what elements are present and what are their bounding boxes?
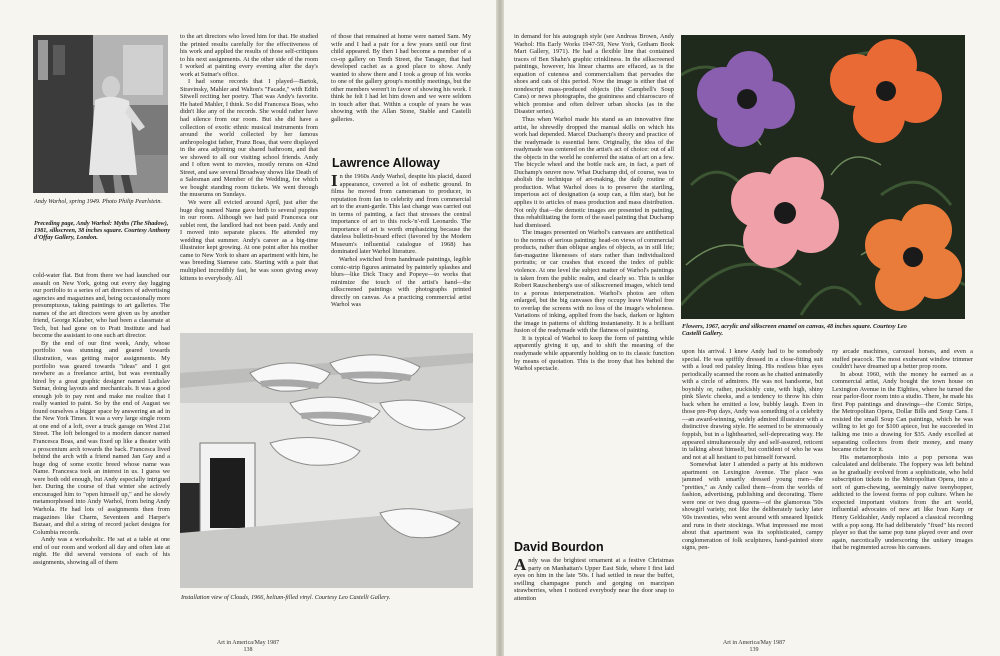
- flowers-caption: Flowers, 1967, acrylic and silkscreen enamel on canvas, 48 inches square. Courtesy Leo Castelli Gallery.: [682, 323, 907, 338]
- folio-right-title: Art in America/May 1987: [722, 640, 786, 646]
- clouds-caption: Installation view of Clouds, 1966, helium-filled vinyl. Courtesy Leo Castelli Gallery.: [181, 594, 391, 601]
- paragraph-text: n the 1960s Andy Warhol, despite his placid, dazed appearance, covered a lot of esthetic ground. In films he moved from cameraman to producer, in reputation from fan to celebrity and from commercial art to the avant-garde. This last change was carried out in terms of painting, a fact that stresses the central importance of art to this rock-'n'-roll Leonardo. The importance of art is worth emphasizing because the dateless bulletin-board effect (favored by the Modern Museum's influential catalogue of 1968) has dominated later Warhol literature.: [331, 173, 471, 256]
- column-left-3-top: [331, 33, 471, 149]
- warhol-photo-caption: Andy Warhol, spring 1949. Photo Philip Pearlstein.: [34, 198, 163, 205]
- column-left-1: [33, 272, 170, 634]
- left-page: [0, 0, 496, 656]
- paragraph: ny arcade machines, carousel horses, and even a stuffed peacock. The most exuberant window trimmer couldn't have dreamed up a better prop room.: [832, 348, 973, 371]
- paragraph: In about 1960, with the money he earned as a commercial artist, Andy bought the town house on Lexington Avenue in the Eighties, where he turned the rear parlor-floor room into a studio. There, he made his first Pop paintings and drawings—the Comic Strips, the Metropolitan Opera, Dollar Bills and Soup Cans. I resisted the small Soup Can paintings, which he was willing to let go for $100 apiece, but he succeeded in talking me into a drawing for $35. Andy excelled at separating collectors from their money, and many became richer for it.: [832, 370, 973, 454]
- paragraph: I had some records that I played—Bartok, Stravinsky, Mahler and Walton's "Facade," with Edith Sitwell reciting her poetry. That was Andy's favorite. He hated Mahler, I think. So did Francesca Boas, who didn't like any of the records. She would rather have had silence from our room. But she did have a collection of exotic ethnic musical instruments from around the world collected by her famous anthropologist father, Franz Boas, that were displayed in the area adjoining our shared bathroom, and that we showed to all our visiting school friends. Andy and I often went to movies, mostly reruns on 42nd Street, and saw several Broadway shows like Death of a Salesman and Member of the Wedding, for which we bought standing room tickets. We went through the museums on Sundays.: [180, 78, 318, 199]
- column-right-1-top: [514, 33, 674, 521]
- paragraph-text: ndy was the brightest ornament at a festive Christmas party on Manhattan's Upper East Side, where I first laid eyes on him in the late '50s. I had settled in near the buffet, swilling champagne punch and gorging on marzipan strawberries, when I noticed everybody near the door snap to attention: [514, 557, 674, 602]
- folio-right-number: 139: [749, 647, 759, 653]
- paragraph: By the end of our first week, Andy, whose portfolio was stunning and geared towards illustration, was getting major assignments. My portfolio was geared towards "ideas" and I got nowhere as a freelance artist, but was eventually hired by a great graphic designer named Ladislav Sutnar, doing layouts and mechanicals. It was a good enough job to pay rent and make me realize that I really wanted to paint. So by the end of August we found ourselves a bigger space by answering an ad in the New York Times. It was a very large single room at one end of a loft, over a truck garage on West 21st Street. The loft belonged to a modern dancer named Francesca Boas, and was fixed up like a theater with a proscenium arch towards the back. Francesca lived behind the arch with a friend named Jan Gay and a huge dog of some exotic breed whose name was Name. Francesca took an interest in us. I guess we were both odd enough, but Andy especially intrigued her. During the course of that winter she actively encouraged him to "open himself up," and he slowly metamorphosed into Andy Warhol, from being Andy Warhola. He had lots of assignments then from magazines like Charm, Seventeen and Harper's Bazaar, and did a string of record jacket designs for Columbia records.: [33, 339, 170, 536]
- right-page: [504, 0, 1000, 656]
- paragraph: The images presented on Warhol's canvases are antithetical to the norms of serious painting: head-on views of commercial products, rather than oblique angles of objects, as in still life; fan-magazine likenesses of stars rather than individualized portraits; or car crashes that exceed the index of public violence. At one level the subject matter of Warhol's paintings is taken from the public realm, and clearly so. This is unlike Robert Rauschenberg's use of silkscreened images, which tend to a porous interpenetration. Warhol's photos are often enlarged, but the big canvases they occupy leave Warhol free to overlap the screens with no loss of the image's wholeness. Variations of inking, applied from the back, darken or lighten the image in patterns of shifting instantaneity. It is a brilliant fusion of the readymade with the flatness of painting.: [514, 229, 674, 335]
- paragraph: It is typical of Warhol to keep the form of painting while apparently giving it up, and to shift the meaning of the readymade while apparently holding on to its classic function by means of quotation. This is the irony that lies behind the Warhol spectacle.: [514, 334, 674, 373]
- folio-right: [704, 640, 804, 654]
- paragraph: Andy was a workaholic. He sat at a table at one end of our room and worked all day and often late at night. He did several versions of each of his assignments, showing all of them: [33, 536, 170, 566]
- gutter: [496, 0, 504, 656]
- column-right-2: [682, 348, 823, 634]
- paragraph: to the art directors who loved him for that. He studied the printed results carefully for the effectiveness of his work and applied the results of those self-critiques to his next assignments. At the other side of the room I worked at painting every evening after the day's work at Sutnar's office.: [180, 33, 318, 78]
- flowers-painting: [681, 35, 965, 319]
- folio-left-title: Art in America/May 1987: [216, 640, 280, 646]
- column-alloway: [331, 173, 471, 325]
- paragraph: His metamorphosis into a pop persona was calculated and deliberate. The foppery was left behind as he gradually evolved from a sophisticate, who held subscription tickets to the Metropolitan Opera, into a sort of gum-chewing, seemingly naive teenybopper, addicted to the lowest forms of pop culture. When he expected important visitors from the art world, influential advocates of new art like Ivan Karp or Henry Geldzahler, Andy replaced a classical recording with a pop song. He had deliberately "fixed" his record player so that the same pop tune played over and over again, narcotically underscoring the unitary images that he regimented across his canvases.: [832, 453, 973, 552]
- paragraph: Warhol switched from handmade paintings, legible comic-strip figures animated by painterly splashes and blurs—like Dick Tracy and Popeye—to works that minimize the touch of the artist's hand—the silkscreened paintings with photographs printed directly on canvas. As a practicing commercial artist Warhol was: [331, 256, 471, 309]
- preceding-page-caption: Preceding page, Andy Warhol: Myths (The Shadow), 1981, silkscreen, 38 inches square. Courtesy Anthony d'Offay Gallery, London.: [34, 220, 171, 242]
- column-right-3: [832, 348, 973, 634]
- alloway-heading: Lawrence Alloway: [332, 156, 440, 170]
- paragraph: Somewhat later I attended a party at his midtown apartment on Lexington Avenue. The place was jammed with smartly dressed young men—the "pretties," as Andy called them—from the worlds of fashion, advertising, publishing and decorating. There were one or two drag queens—of the glamorous '50s showgirl variety, not like the deliberately tacky later '60s travesties, who went around with smeared lipstick and runs in their stockings. What impressed me most about that apartment was its sophisticated, campy conglomeration of folk sculptures, hand-painted store signs, pen-: [682, 461, 823, 552]
- dropcap: A: [514, 557, 527, 574]
- warhol-street-photo: [33, 35, 168, 193]
- folio-left: [198, 640, 298, 654]
- paragraph: upon his arrival. I knew Andy had to be somebody special. He was spiffily dressed in a close-fitting suit with a loud red paisley lining. His restless blue eyes periodically scanned the room as he chatted animatedly with a circle of admirers. He was not handsome, but boyishly or, rather, puckishly cute, with high, shiny pink Slavic cheeks, and a tendency to throw his chin back when he emitted a low, bubbly laugh. Even in those pre-Pop days, Andy was something of a celebrity—an award-winning, widely admired illustrator with a distinctive drawing style. He seemed to be strenuously foppish, but in a lighthearted, self-deprecating way. He appeared simultaneously shy and self-assured, reticent in talking about himself, but confident of who he was and not at all hesitant to put himself forward.: [682, 348, 823, 461]
- paragraph: We were all evicted around April, just after the huge dog named Name gave birth to several puppies in our room. Although we had paid Francesca our sublet rent, the landlord had not been paid. Andy and I moved into separate places. He attended my wedding that summer. Andy's career as a big-time illustrator kept growing. At one point after his mother came to New York to share an apartment with him, he was breeding Siamese cats. Starting with a pair that multiplied incredibly fast, he was soon giving away kittens to everybody. All: [180, 199, 318, 282]
- paragraph: cold-water flat. But from there we had launched our assault on New York, going out every day lugging our portfolio to a series of art directors of advertising agencies and magazines and, being occasionally more presumptuous, taking paintings to art galleries. The names of the art directors were given us by another friend, George Klauber, who had been a classmate at Tech, but had gone on to Pratt Institute and had become the assistant to one such art director.: [33, 272, 170, 340]
- column-left-2: [180, 33, 318, 323]
- bourdon-heading: David Bourdon: [514, 540, 604, 554]
- clouds-installation-photo: [180, 333, 473, 588]
- paragraph: [514, 557, 674, 602]
- folio-left-number: 138: [243, 647, 253, 653]
- paragraph: Thus when Warhol made his stand as an innovative fine artist, he shrewdly dropped the manual skills on which his work had depended. Marcel Duchamp's theory and practice of the readymade is essential here. Originally, the idea of the readymade was centered on the artist's act of choice: out of all the objects in the world he conferred the status of art on a few. The bicycle wheel and the bottle rack are, in fact, a part of Duchamp's oeuvre now. What Duchamp did, of course, was to abolish the technique of art-making, the daily routine of production. What Warhol does is to preserve the startling, imperious act of designation (a soup can, a film star), but he applies it to articles of mass production and mass distribution. Not only that—the demotic images are presented in painting, thus rehabilitating the form of the easel painting that Duchamp had dismissed.: [514, 116, 674, 229]
- dropcap: I: [331, 173, 338, 190]
- paragraph: [331, 173, 471, 256]
- column-bourdon: [514, 557, 674, 633]
- paragraph: of those that remained at home were named Sam. My wife and I had a pair for a few years until our first child appeared. By then I had become a member of a co-op gallery on Tenth Street, the Tanager, that had developed cachet as a good place to show. Andy wanted to show there and I took a group of his works to one of the gallery group's monthly meetings, but the other members weren't in favor of showing his work. I think he felt I had let him down and we were seldom in touch after that. Within a couple of years he was showing with the Allan Stone, Stable and Castelli galleries.: [331, 33, 471, 124]
- paragraph: in demand for his autograph style (see Andreas Brown, Andy Warhol: His Early Works 1947-59, New York, Gotham Book Mart Gallery, 1971). He had a flexible line that contained traces of Ben Shahn's graphic crinkliness. In the silkscreened paintings, however, his linear charms are effaced, as is the equation of cuteness and commercialism that pervades the shoes and cats of this period. Now the image is either that of nondescript mass-produced objects (the Campbell's Soup Cans) or news photographs, the graininess and chiaroscuro of which promise and often deliver urban shocks (as in the Disaster series).: [514, 33, 674, 116]
